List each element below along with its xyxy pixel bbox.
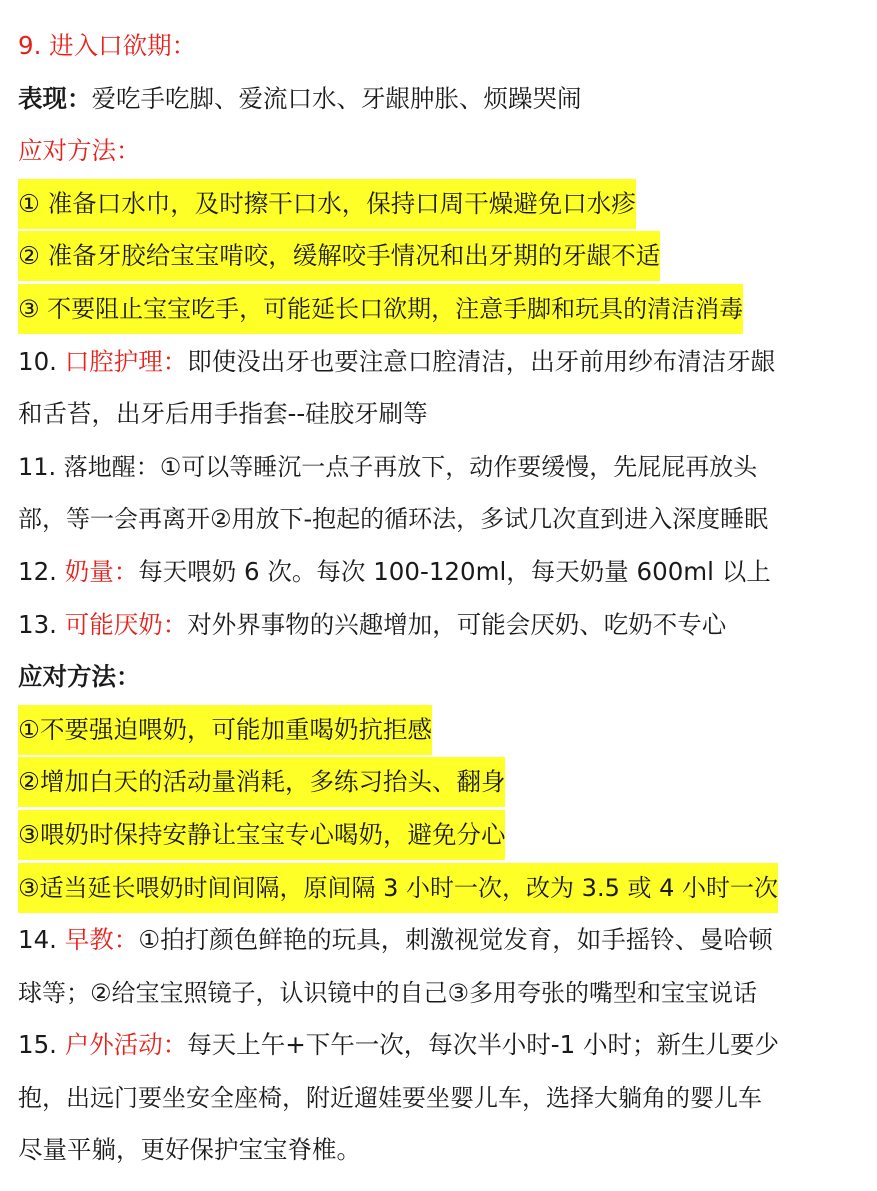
section-15-text-3: 尽量平躺，更好保护宝宝脊椎。 (18, 1135, 361, 1165)
section-12-text: 每天喂奶 6 次。每次 100-120ml，每天奶量 600ml 以上 (138, 556, 771, 586)
section-14-text-2: 球等；②给宝宝照镜子，认识镜中的自己③多用夸张的嘴型和宝宝说话 (18, 978, 758, 1007)
section-14-number: 14. (18, 925, 65, 955)
performance-label: 表现： (18, 83, 92, 113)
section-12-label: 奶量： (64, 556, 139, 586)
section-9-item-3: ③ 不要阻止宝宝吃手，可能延长口欲期，注意手脚和玩具的清洁消毒 (18, 284, 743, 334)
section-14-text-1: ①拍打颜色鲜艳的玩具，刺激视觉发育，如手摇铃、曼哈顿 (138, 925, 773, 955)
section-13-item-3: ③喂奶时保持安静让宝宝专心喝奶，避免分心 (18, 810, 505, 860)
section-13-item-2: ②增加白天的活动量消耗，多练习抬头、翻身 (18, 757, 505, 807)
section-9-method-label: 应对方法： (18, 136, 141, 166)
section-9-item-2: ② 准备牙胶给宝宝啃咬，缓解咬手情况和出牙期的牙龈不适 (18, 231, 660, 281)
section-15-line-1 (18, 1019, 863, 1072)
section-13-item-1: ①不要强迫喂奶，可能加重喝奶抗拒感 (18, 705, 432, 755)
section-10-label: 口腔护理： (64, 346, 188, 376)
section-11-line-1: 11. 落地醒：①可以等睡沉一点子再放下，动作要缓慢，先屁屁再放头 (18, 452, 758, 481)
section-15-number: 15. (18, 1030, 65, 1060)
section-13-line (18, 599, 863, 652)
section-14-label: 早教： (64, 925, 139, 955)
section-13-item-4: ③适当延长喂奶时间间隔，原间隔 3 小时一次，改为 3.5 或 4 小时一次 (18, 863, 778, 913)
section-12-line (18, 546, 863, 599)
section-15-text-2: 抱，出远门要坐安全座椅，附近遛娃要坐婴儿车，选择大躺角的婴儿车 (18, 1083, 762, 1112)
section-13-text: 对外界事物的兴趣增加，可能会厌奶、吃奶不专心 (187, 609, 727, 639)
section-10-number: 10. (18, 346, 65, 376)
section-13-method-label: 应对方法： (18, 662, 141, 692)
section-9-title: 9. 进入口欲期： (18, 31, 197, 60)
performance-text: 爱吃手吃脚、爱流口水、牙龈肿胀、烦躁哭闹 (91, 83, 582, 113)
section-12-number: 12. (18, 556, 65, 586)
section-13-number: 13. (18, 609, 65, 639)
section-14-line-1 (18, 914, 863, 967)
section-9-performance (18, 73, 863, 126)
section-15-label: 户外活动： (64, 1030, 188, 1060)
section-9-item-1: ① 准备口水巾，及时擦干口水，保持口周干燥避免口水疹 (18, 179, 636, 229)
section-10-line-1 (18, 336, 863, 389)
section-13-label: 可能厌奶： (64, 609, 188, 639)
document-body (18, 20, 863, 1177)
section-15-text-1: 每天上午+下午一次，每次半小时-1 小时；新生儿要少 (187, 1030, 780, 1060)
section-10-text-1: 即使没出牙也要注意口腔清洁，出牙前用纱布清洁牙龈 (187, 346, 776, 376)
section-10-text-2: 和舌苔，出牙后用手指套--硅胶牙刷等 (18, 399, 428, 429)
section-11-line-2: 部，等一会再离开②用放下-抱起的循环法，多试几次直到进入深度睡眠 (18, 505, 769, 534)
